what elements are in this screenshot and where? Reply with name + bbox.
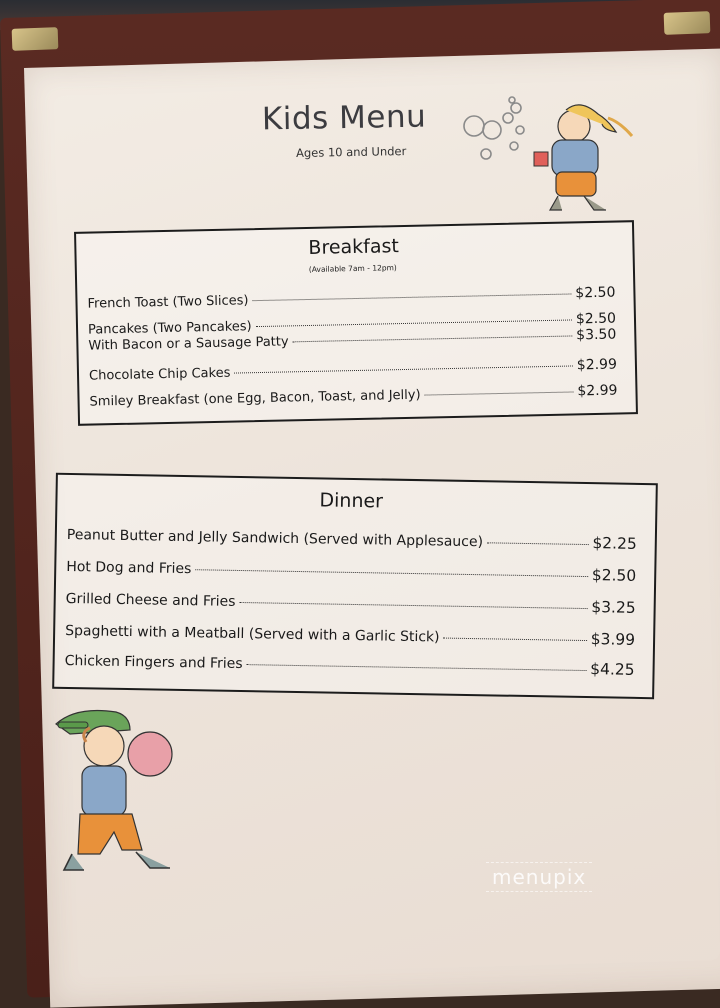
brass-corner-left xyxy=(12,27,59,51)
breakfast-heading: Breakfast xyxy=(308,235,400,259)
watermark: menupix xyxy=(486,862,592,892)
item-price: $3.25 xyxy=(591,598,636,617)
item-price: $2.50 xyxy=(575,310,617,328)
dinner-heading: Dinner xyxy=(319,489,384,513)
dot-leader xyxy=(487,542,588,545)
girl-bubbles-illustration xyxy=(456,96,646,220)
menu-item-group xyxy=(88,311,617,354)
dot-leader xyxy=(444,638,587,641)
dot-leader xyxy=(240,602,588,609)
dot-leader xyxy=(234,365,572,373)
menu-item xyxy=(66,589,636,617)
boy-bubblegum-illustration xyxy=(52,702,184,886)
item-name: Pancakes (Two Pancakes) xyxy=(87,319,252,338)
menu-item xyxy=(87,285,615,312)
item-price: $4.25 xyxy=(590,660,635,679)
breakfast-section xyxy=(74,220,638,426)
dot-leader xyxy=(253,293,572,301)
menu-item xyxy=(89,383,617,410)
item-price: $2.99 xyxy=(577,382,618,400)
item-price: $2.25 xyxy=(592,534,637,553)
dinner-section xyxy=(52,473,658,699)
item-name: Chicken Fingers and Fries xyxy=(64,652,243,673)
dot-leader xyxy=(256,319,572,327)
item-price: $3.99 xyxy=(590,630,636,649)
brass-corner-right xyxy=(664,11,711,35)
menu-item xyxy=(89,357,617,384)
menu-item xyxy=(67,525,637,553)
item-name: Grilled Cheese and Fries xyxy=(65,590,236,610)
item-name: With Bacon or a Sausage Patty xyxy=(88,334,289,354)
dot-leader xyxy=(293,335,573,342)
menu-item xyxy=(65,621,635,649)
item-price: $2.50 xyxy=(591,566,637,585)
item-name: Spaghetti with a Meatball (Served with a Garlic Stick) xyxy=(65,622,440,646)
dot-leader xyxy=(425,391,574,395)
menu-item xyxy=(65,651,635,679)
menu-subtitle: Ages 10 and Under xyxy=(295,144,407,160)
item-name: Hot Dog and Fries xyxy=(66,558,192,578)
item-name: Chocolate Chip Cakes xyxy=(88,365,231,384)
menu-title: Kids Menu xyxy=(261,98,427,138)
dot-leader xyxy=(247,664,587,671)
item-name: Smiley Breakfast (one Egg, Bacon, Toast, and Jelly) xyxy=(89,387,421,410)
item-price: $3.50 xyxy=(576,326,617,344)
breakfast-availability: (Available 7am - 12pm) xyxy=(308,263,397,274)
dot-leader xyxy=(195,569,587,577)
item-name: Peanut Butter and Jelly Sandwich (Served with Applesauce) xyxy=(66,526,484,551)
item-price: $2.50 xyxy=(575,284,616,302)
menu-item xyxy=(66,557,636,585)
item-name: French Toast (Two Slices) xyxy=(87,293,249,312)
item-price: $2.99 xyxy=(576,356,618,374)
